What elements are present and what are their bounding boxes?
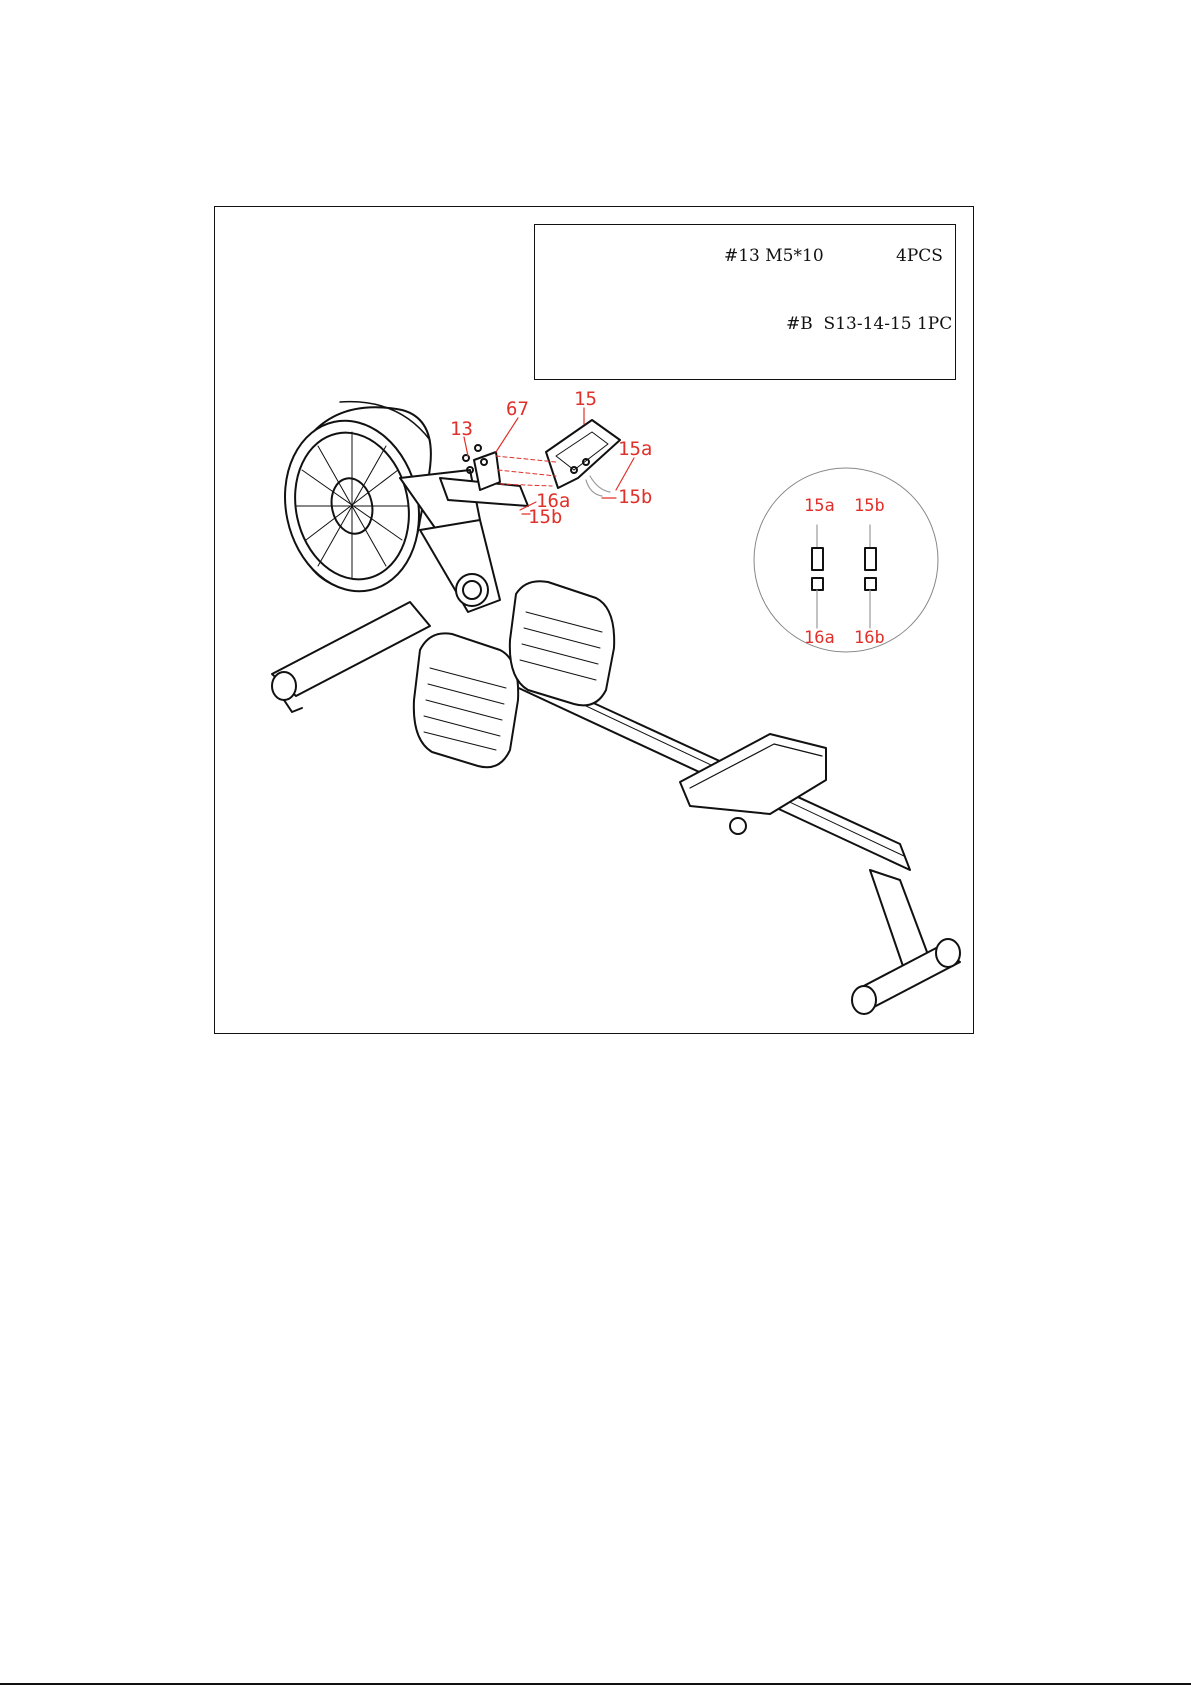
- footrests: [414, 581, 614, 767]
- callout-13: 13: [450, 418, 473, 440]
- callout-15b-lower: 15b: [528, 506, 563, 528]
- detail-label-15b: 15b: [854, 496, 885, 516]
- part-b-code: #B S13-14-15 1PC: [786, 314, 953, 334]
- detail-label-16b: 16b: [854, 628, 885, 648]
- connector-detail-circle: [754, 468, 938, 652]
- fan-housing: [270, 402, 435, 604]
- detail-label-16a: 16a: [804, 628, 835, 648]
- detail-label-15a: 15a: [804, 496, 835, 516]
- console-monitor: [546, 420, 620, 496]
- callout-16a: 16a: [536, 490, 571, 512]
- part-13-qty: 4PCS: [896, 246, 943, 266]
- callout-67: 67: [506, 398, 529, 420]
- callout-15a: 15a: [618, 438, 653, 460]
- part-13-code: #13 M5*10: [724, 246, 824, 266]
- callout-15: 15: [574, 388, 597, 410]
- callout-15b: 15b: [618, 486, 653, 508]
